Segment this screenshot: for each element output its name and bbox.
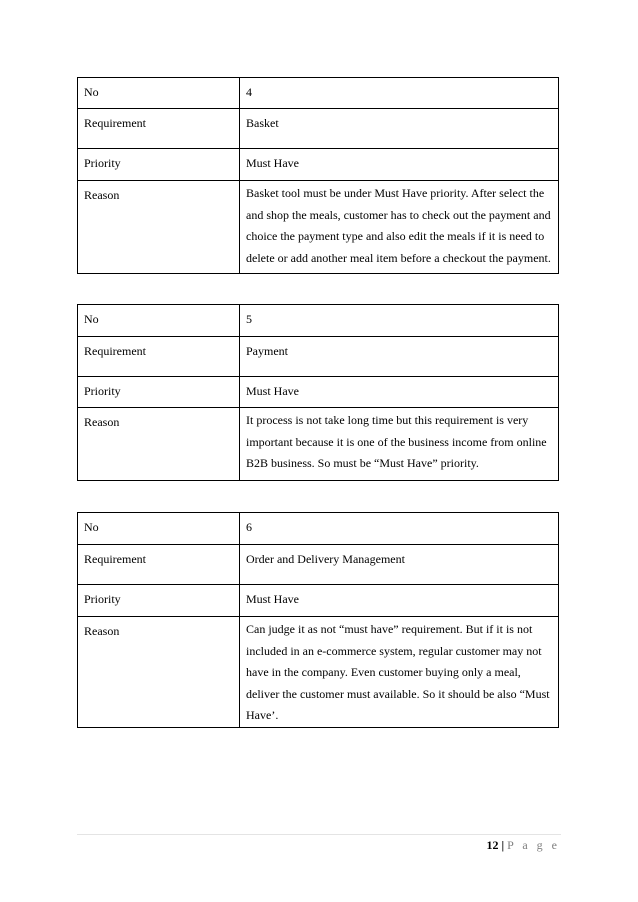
- footer-divider: [77, 834, 561, 835]
- row-priority: [78, 585, 559, 617]
- row-reason: [78, 408, 559, 481]
- requirement-value: Order and Delivery Management: [240, 545, 559, 585]
- page-footer: [486, 838, 560, 853]
- reason-value: It process is not take long time but this requirement is very important because it is one of the business income from online B2B business. So must be “Must Have” priority.: [240, 408, 559, 481]
- row-no: [78, 78, 559, 109]
- priority-value: Must Have: [240, 585, 559, 617]
- row-priority: [78, 149, 559, 181]
- reason-label: Reason: [78, 181, 240, 274]
- row-no: [78, 513, 559, 545]
- reason-value: Basket tool must be under Must Have priority. After select the and shop the meals, customer has to check out the payment and choice the payment type and also edit the meals if it is need to delete or add another meal item before a checkout the payment.: [240, 181, 559, 274]
- no-label: No: [78, 305, 240, 337]
- requirement-table-6: [77, 512, 559, 728]
- priority-label: Priority: [78, 149, 240, 181]
- requirement-value: Payment: [240, 337, 559, 377]
- row-reason: [78, 617, 559, 728]
- priority-value: Must Have: [240, 149, 559, 181]
- row-reason: [78, 181, 559, 274]
- requirement-table-5: [77, 304, 559, 481]
- no-value: 6: [240, 513, 559, 545]
- row-requirement: [78, 337, 559, 377]
- no-value: 5: [240, 305, 559, 337]
- no-label: No: [78, 513, 240, 545]
- footer-separator: |: [501, 838, 505, 852]
- row-requirement: [78, 545, 559, 585]
- row-priority: [78, 377, 559, 408]
- reason-value: Can judge it as not “must have” requirement. But if it is not included in an e-commerce system, regular customer may not have in the company. Even customer buying only a meal, deliver the customer must available. So it should be also “Must Have’.: [240, 617, 559, 728]
- requirement-table-4: [77, 77, 559, 274]
- requirement-label: Requirement: [78, 545, 240, 585]
- reason-label: Reason: [78, 617, 240, 728]
- no-label: No: [78, 78, 240, 109]
- requirement-value: Basket: [240, 109, 559, 149]
- requirement-label: Requirement: [78, 337, 240, 377]
- priority-value: Must Have: [240, 377, 559, 408]
- no-value: 4: [240, 78, 559, 109]
- page-label: P a g e: [507, 838, 560, 852]
- priority-label: Priority: [78, 377, 240, 408]
- requirement-label: Requirement: [78, 109, 240, 149]
- row-no: [78, 305, 559, 337]
- row-requirement: [78, 109, 559, 149]
- page-number: 12: [486, 838, 499, 852]
- priority-label: Priority: [78, 585, 240, 617]
- reason-label: Reason: [78, 408, 240, 481]
